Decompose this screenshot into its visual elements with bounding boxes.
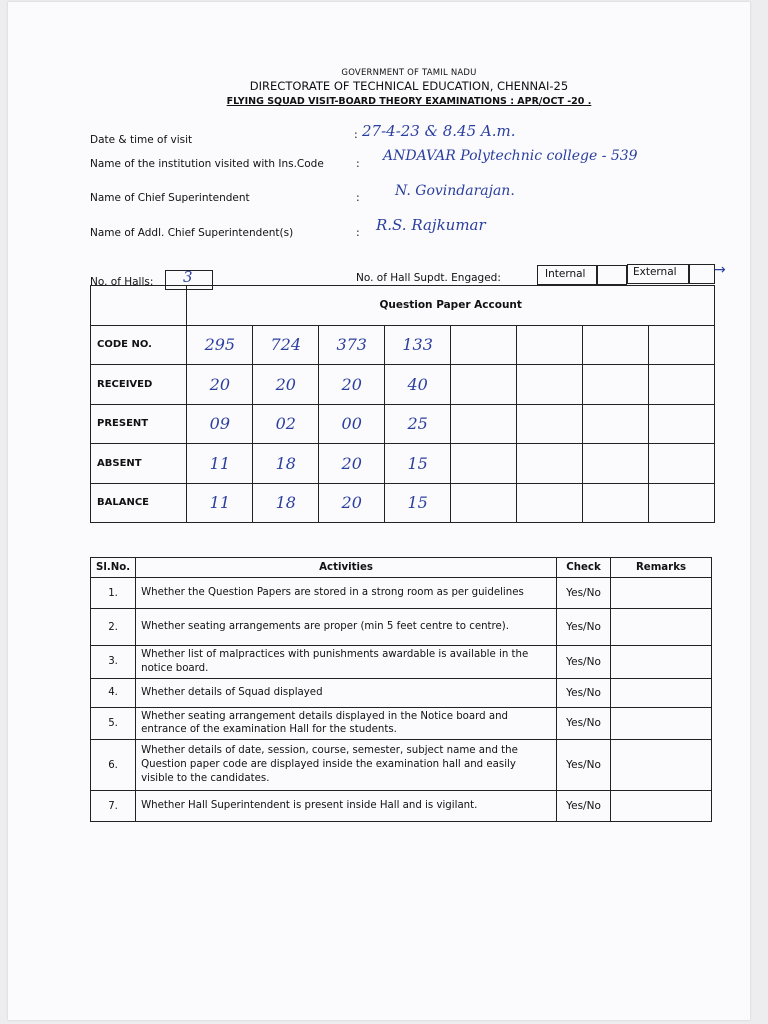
activity-row — [91, 707, 712, 740]
qp-cell-value: 20 — [341, 374, 362, 394]
qp-cell-value: 15 — [407, 453, 428, 473]
activity-row — [91, 578, 712, 609]
qp-cell — [583, 483, 649, 523]
activity-text: Whether list of malpractices with punishments awardable is available in the notice board. — [136, 646, 557, 679]
qp-row-label: PRESENT — [91, 404, 187, 444]
external-label: External — [633, 266, 677, 278]
activity-remarks — [611, 707, 712, 740]
qp-cell — [517, 404, 583, 444]
activity-sl: 5. — [91, 707, 136, 740]
header-government: GOVERNMENT OF TAMIL NADU — [341, 68, 477, 78]
qp-cell — [648, 325, 714, 365]
chief-superintendent-value: N. Govindarajan. — [395, 183, 515, 199]
qp-row-label: CODE NO. — [91, 325, 187, 365]
qp-cell — [253, 404, 319, 444]
activity-check: Yes/No — [557, 791, 611, 822]
activity-sl: 7. — [91, 791, 136, 822]
qp-cell — [319, 325, 385, 365]
activity-text: Whether Hall Superintendent is present inside Hall and is vigilant. — [136, 791, 557, 822]
hall-supdt-label: No. of Hall Supdt. Engaged: — [356, 272, 501, 284]
sl-header: Sl.No. — [91, 558, 136, 578]
qp-cell-value: 00 — [341, 414, 362, 434]
activity-text: Whether details of Squad displayed — [136, 678, 557, 707]
activity-check: Yes/No — [557, 707, 611, 740]
qp-cell — [451, 404, 517, 444]
activity-header: Activities — [136, 558, 557, 578]
activity-check: Yes/No — [557, 578, 611, 609]
question-paper-table — [90, 285, 715, 523]
activity-check: Yes/No — [557, 678, 611, 707]
qp-cell — [253, 325, 319, 365]
qp-cell-value: 25 — [407, 414, 428, 434]
institution-value: ANDAVAR Polytechnic college - 539 — [383, 148, 638, 164]
qp-cell-value: 11 — [209, 453, 231, 473]
addl-colon: : — [356, 226, 360, 239]
qp-cell-value: 11 — [209, 493, 231, 513]
activity-remarks — [611, 578, 712, 609]
activity-sl: 6. — [91, 740, 136, 791]
activity-sl: 4. — [91, 678, 136, 707]
qp-cell — [451, 444, 517, 484]
qp-cell — [253, 483, 319, 523]
qp-row-absent — [91, 444, 715, 484]
qp-cell-value: 20 — [209, 374, 231, 394]
qp-cell — [451, 483, 517, 523]
external-count-box — [689, 264, 715, 284]
qp-row-label: BALANCE — [91, 483, 187, 523]
activity-row — [91, 646, 712, 679]
activities-table — [90, 557, 712, 822]
activity-remarks — [611, 791, 712, 822]
qp-cell — [648, 365, 714, 405]
qp-cell — [319, 365, 385, 405]
qp-cell — [187, 483, 253, 523]
qp-cell — [385, 444, 451, 484]
qp-cell — [187, 404, 253, 444]
qp-row-label: ABSENT — [91, 444, 187, 484]
qp-cell — [583, 365, 649, 405]
qp-cell — [583, 325, 649, 365]
addl-superintendent-value: R.S. Rajkumar — [376, 216, 486, 234]
qp-row-received — [91, 365, 715, 405]
qp-cell-value: 133 — [402, 335, 433, 355]
activity-check: Yes/No — [557, 740, 611, 791]
qp-corner-cell — [91, 286, 187, 326]
activity-row — [91, 791, 712, 822]
qp-cell — [319, 483, 385, 523]
qp-cell — [648, 483, 714, 523]
qp-cell — [187, 365, 253, 405]
qp-cell — [253, 365, 319, 405]
qp-cell — [187, 444, 253, 484]
qp-row-present — [91, 404, 715, 444]
activity-sl: 3. — [91, 646, 136, 679]
qp-cell — [451, 365, 517, 405]
qp-cell — [517, 444, 583, 484]
qp-cell — [385, 365, 451, 405]
qp-cell — [253, 444, 319, 484]
activity-check: Yes/No — [557, 609, 611, 646]
header-directorate: DIRECTORATE OF TECHNICAL EDUCATION, CHENNAI-25 — [249, 79, 569, 93]
qp-cell-value: 724 — [270, 335, 302, 355]
date-label: Date & time of visit — [90, 134, 193, 146]
qp-cell-value: 20 — [341, 493, 362, 513]
qp-cell-value: 18 — [275, 493, 296, 513]
qp-cell — [187, 325, 253, 365]
qp-cell-value: 295 — [204, 335, 236, 355]
activity-sl: 2. — [91, 609, 136, 646]
qp-title-row — [91, 286, 715, 326]
activity-row — [91, 740, 712, 791]
internal-count-box — [597, 265, 627, 285]
halls-value: 3 — [183, 268, 193, 286]
qp-row-label: RECEIVED — [91, 365, 187, 405]
arrow-mark: → — [714, 262, 726, 278]
qp-row-code-no — [91, 325, 715, 365]
qp-cell — [451, 325, 517, 365]
qp-cell — [517, 365, 583, 405]
date-value: 27-4-23 & 8.45 A.m. — [362, 122, 516, 140]
qp-cell — [517, 325, 583, 365]
qp-cell — [648, 444, 714, 484]
activity-remarks — [611, 609, 712, 646]
institution-label: Name of the institution visited with Ins.Code — [90, 158, 324, 170]
qp-cell — [583, 404, 649, 444]
qp-cell-value: 02 — [275, 414, 296, 434]
qp-cell-value: 373 — [336, 335, 367, 355]
activity-text: Whether seating arrangement details displayed in the Notice board and entrance of the examination Hall for the students. — [136, 707, 557, 740]
activity-remarks — [611, 678, 712, 707]
institution-colon: : — [356, 157, 360, 170]
qp-cell — [517, 483, 583, 523]
activity-remarks — [611, 740, 712, 791]
activity-row — [91, 609, 712, 646]
qp-cell-value: 20 — [275, 374, 296, 394]
qp-cell-value: 18 — [275, 453, 296, 473]
qp-cell — [648, 404, 714, 444]
qp-cell — [319, 404, 385, 444]
qp-cell-value: 40 — [407, 374, 428, 394]
activity-text: Whether the Question Papers are stored in a strong room as per guidelines — [136, 578, 557, 609]
qp-cell — [319, 444, 385, 484]
activities-header-row — [91, 558, 712, 578]
halls-label: No. of Halls: — [90, 276, 154, 288]
qp-cell — [385, 404, 451, 444]
activity-text: Whether seating arrangements are proper (min 5 feet centre to centre). — [136, 609, 557, 646]
qp-cell — [583, 444, 649, 484]
activity-remarks — [611, 646, 712, 679]
date-colon: : — [354, 128, 358, 141]
activity-check: Yes/No — [557, 646, 611, 679]
addl-superintendent-label: Name of Addl. Chief Superintendent(s) — [90, 227, 294, 239]
activity-text: Whether details of date, session, course, semester, subject name and the Question paper code are displayed inside the examination hall and easily visible to the candidates. — [136, 740, 557, 791]
internal-label: Internal — [545, 268, 586, 280]
chief-superintendent-label: Name of Chief Superintendent — [90, 192, 250, 204]
qp-cell-value: 15 — [407, 493, 428, 513]
header-exam-title: FLYING SQUAD VISIT-BOARD THEORY EXAMINATIONS : APR/OCT -20 . — [226, 96, 592, 107]
check-header: Check — [557, 558, 611, 578]
qp-cell-value: 20 — [341, 453, 362, 473]
qp-row-balance — [91, 483, 715, 523]
activity-row — [91, 678, 712, 707]
chief-colon: : — [356, 191, 360, 204]
qp-cell-value: 09 — [209, 414, 231, 434]
qp-title: Question Paper Account — [187, 286, 715, 326]
remarks-header: Remarks — [611, 558, 712, 578]
qp-cell — [385, 483, 451, 523]
activity-sl: 1. — [91, 578, 136, 609]
qp-cell — [385, 325, 451, 365]
